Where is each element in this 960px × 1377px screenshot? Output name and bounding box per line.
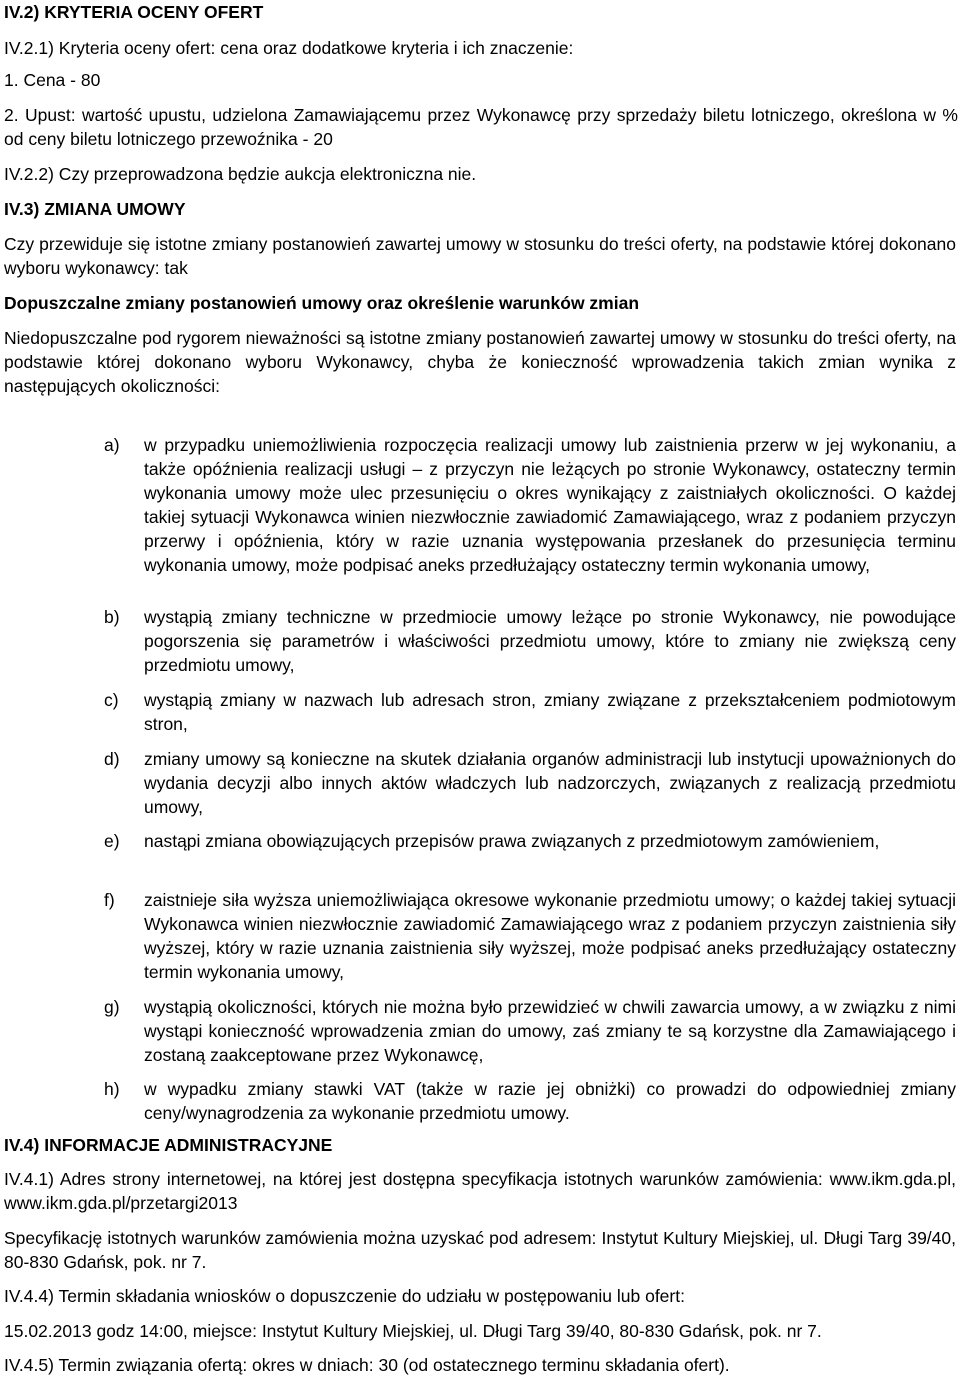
changes-subheading: Dopuszczalne zmiany postanowień umowy oraz określenie warunków zmian [4,293,640,313]
list-item-text: zaistnieje siła wyższa uniemożliwiająca okresowe wykonanie przedmiotu umowy; o każdej takiej sytuacji Wykonawca winien niezwłocznie zawiadomić Zamawiającego wraz z podaniem przyczyn zaistnienia siły wyższej, który w razie uznania zaistnienia siły wyższej, może podpisać aneks przedłużający ostateczny termin wykonania umowy, [144,890,956,982]
spec-address-line: Specyfikację istotnych warunków zamówienia można uzyskać pod adresem: Instytut Kultury Miejskiej, ul. Długi Targ 39/40, 80-830 Gdańsk, pok. nr 7. [4,1228,956,1272]
list-item-label: f) [104,890,115,910]
list-item-text: w przypadku uniemożliwienia rozpoczęcia realizacji umowy lub zaistnienia przerw w jej wykonaniu, a także opóźnienia realizacji usługi – z przyczyn nie leżących po stronie Wykonawcy, ostateczny termin wykonania umowy może ulec przesunięciu o okres wynikający z zaistniałych okoliczności. O każdej takiej sytuacji Wykonawca winien niezwłocznie zawiadomić Zamawiającego, wraz z podaniem przyczyn przerwy i opóźnienia, który w razie uznania występowania przesłanek do przesunięcia terminu wykonania umowy, może podpisać aneks przedłużający ostateczny termin wykonania umowy, [144,435,956,575]
section-heading-iv2: IV.2) KRYTERIA OCENY OFERT [4,2,264,22]
list-item-label: g) [104,997,120,1017]
criterion-discount: 2. Upust: wartość upustu, udzielona Zamawiającemu przez Wykonawcę przy sprzedaży biletu lotniczego, określona w % od ceny biletu lotniczego przewoźnika - 20 [4,105,958,149]
binding-period-line: IV.4.5) Termin związania ofertą: okres w dniach: 30 (od ostatecznego terminu składania ofert). [4,1355,730,1375]
deadline-value: 15.02.2013 godz 14:00, miejsce: Instytut Kultury Miejskiej, ul. Długi Targ 39/40, 80-830 Gdańsk, pok. nr 7. [4,1321,822,1341]
list-item [104,688,956,736]
criteria-line: IV.2.1) Kryteria oceny ofert: cena oraz dodatkowe kryteria i ich znaczenie: [4,38,574,58]
list-item-text: wystąpią zmiany techniczne w przedmiocie umowy leżące po stronie Wykonawcy, nie powodujące pogorszenia się parametrów i właściwości przedmiotu umowy, które to zmiany nie zwiększą ceny przedmiotu umowy, [144,607,956,675]
list-item-text: wystąpią zmiany w nazwach lub adresach stron, zmiany związane z przekształceniem podmiotowym stron, [144,690,956,734]
list-item [104,829,956,853]
list-item-label: e) [104,831,120,851]
section-heading-iv3: IV.3) ZMIANA UMOWY [4,199,186,219]
list-item-text: wystąpią okoliczności, których nie można było przewidzieć w chwili zawarcia umowy, a w związku z nimi wystąpi konieczność wprowadzenia zmian do umowy, zaś zmiany te są korzystne dla Zamawiającego i zostaną zaakceptowane przez Wykonawcę, [144,997,956,1065]
list-item-label: b) [104,607,120,627]
changes-question: Czy przewiduje się istotne zmiany postanowień zawartej umowy w stosunku do treści oferty, na podstawie której dokonano wyboru wykonawcy: tak [4,234,956,278]
list-item-text: w wypadku zmiany stawki VAT (także w razie jej obniżki) co prowadzi do odpowiedniej zmiany ceny/wynagrodzenia za wykonanie przedmiotu umowy. [144,1079,956,1123]
criterion-price: 1. Cena - 80 [4,70,101,90]
list-item-text: nastąpi zmiana obowiązujących przepisów prawa związanych z przedmiotowym zamówieniem, [144,831,880,851]
list-item-label: c) [104,690,119,710]
list-item-label: a) [104,435,120,455]
section-heading-iv4: IV.4) INFORMACJE ADMINISTRACYJNE [4,1135,333,1155]
deadline-label: IV.4.4) Termin składania wniosków o dopuszczenie do udziału w postępowaniu lub ofert: [4,1286,685,1306]
list-item [104,1077,956,1125]
list-item [104,995,956,1067]
auction-line: IV.2.2) Czy przeprowadzona będzie aukcja elektroniczna nie. [4,164,477,184]
list-item-label: h) [104,1079,120,1099]
changes-intro: Niedopuszczalne pod rygorem nieważności są istotne zmiany postanowień zawartej umowy w stosunku do treści oferty, na podstawie której dokonano wyboru Wykonawcy, chyba że konieczność wprowadzenia takich zmian wynika z następujących okoliczności: [4,328,956,396]
website-line: IV.4.1) Adres strony internetowej, na której jest dostępna specyfikacja istotnych warunków zamówienia: www.ikm.gda.pl, www.ikm.gda.pl/przetargi2013 [4,1169,956,1213]
list-item [104,747,956,819]
list-item-label: d) [104,749,120,769]
list-item [104,433,956,577]
list-item [104,888,956,984]
list-item-text: zmiany umowy są konieczne na skutek działania organów administracji lub instytucji upoważnionych do wydania decyzji albo innych aktów władczych lub nadzorczych, związanych z realizacją przedmiotu umowy, [144,749,956,817]
list-item [104,605,956,677]
